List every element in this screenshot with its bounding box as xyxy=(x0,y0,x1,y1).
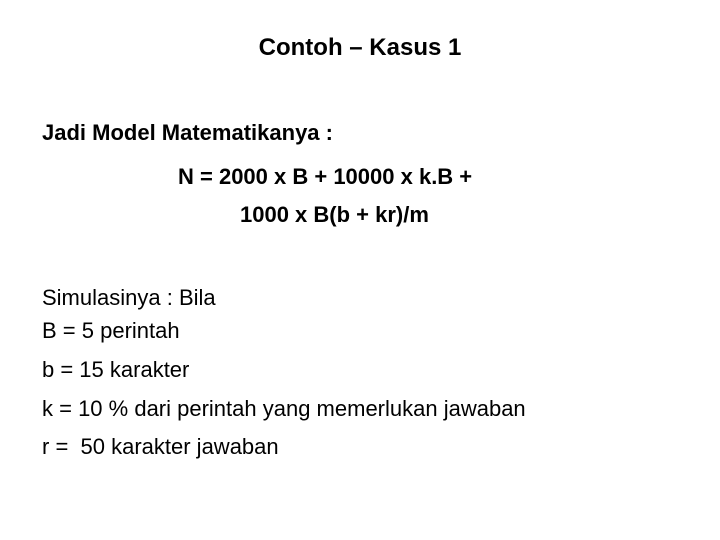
slide-title-text: Contoh – Kasus 1 xyxy=(258,34,462,61)
simulation-heading: Simulasinya : Bila xyxy=(42,285,216,310)
model-heading: Jadi Model Matematikanya : xyxy=(42,120,333,145)
simulation-item-r: r = 50 karakter jawaban xyxy=(42,434,279,459)
slide-title xyxy=(0,32,720,64)
simulation-item-b: B = 5 perintah xyxy=(42,318,180,343)
equation-line-2: 1000 x B(b + kr)/m xyxy=(240,202,429,227)
simulation-item-small-b: b = 15 karakter xyxy=(42,357,190,382)
simulation-item-k: k = 10 % dari perintah yang memerlukan jawaban xyxy=(42,396,526,421)
equation-line-1: N = 2000 x B + 10000 x k.B + xyxy=(178,164,473,189)
